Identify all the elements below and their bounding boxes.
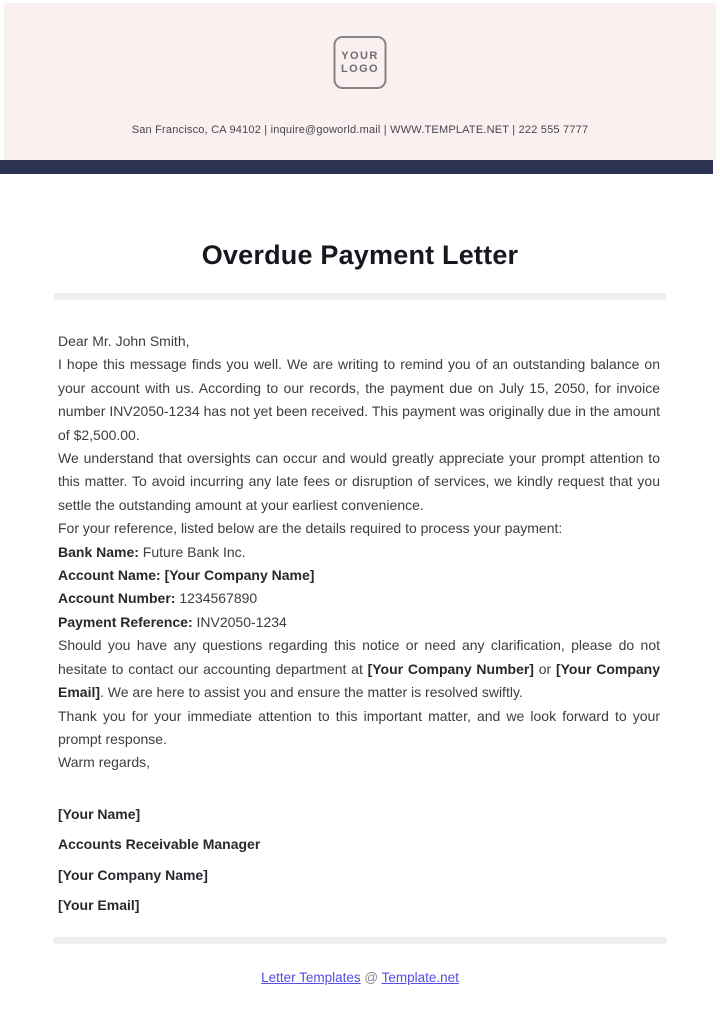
contact-text-2: or — [533, 660, 556, 677]
detail-label: Account Number: — [58, 590, 176, 607]
detail-label: Bank Name: — [58, 543, 139, 560]
contact-info: San Francisco, CA 94102 | inquire@goworld.mail | WWW.TEMPLATE.NET | 222 555 7777 — [131, 124, 589, 136]
payment-detail-bank-name — [58, 541, 660, 564]
signature-name: [Your Name] — [58, 805, 141, 822]
salutation: Dear Mr. John Smith, — [58, 333, 190, 349]
document-main — [0, 238, 720, 985]
letter-templates-link[interactable]: Letter Templates — [261, 970, 361, 986]
footer-separator: @ — [360, 970, 382, 986]
detail-label: Payment Reference: — [58, 613, 193, 630]
payment-detail-account-number — [58, 587, 660, 610]
payment-detail-payment-reference — [58, 611, 660, 634]
footer-divider — [53, 937, 667, 944]
logo-placeholder — [334, 36, 387, 89]
signature-email: [Your Email] — [58, 896, 140, 913]
logo-text-line1: YOUR — [341, 49, 379, 62]
reference-intro: For your reference, listed below are the details required to process your payment: — [58, 520, 563, 537]
payment-detail-account-name — [58, 564, 660, 587]
letterhead — [4, 3, 716, 160]
paragraph-understanding: We understand that oversights can occur and would greatly appreciate your prompt attention to this matter. To avoid incurring any late fees or disruption of services, we kindly request that you settle the outstanding amount at your earliest convenience. — [58, 450, 660, 513]
detail-value: [Your Company Name] — [160, 567, 315, 584]
template-net-link[interactable]: Template.net — [381, 970, 459, 986]
signature-role: Accounts Receivable Manager — [58, 836, 261, 853]
paragraph-intro: I hope this message finds you well. We are writing to remind you of an outstanding balance on your account with us. According to our records, the payment due on July 15, 2050, for invoice number INV2050-1234 has not yet been received. This payment was originally due in the amount of $2,500.00. — [58, 356, 660, 443]
detail-label: Account Name: — [58, 567, 161, 584]
footer — [0, 970, 720, 985]
logo-text-line2: LOGO — [341, 62, 379, 75]
page-title: Overdue Payment Letter — [201, 240, 519, 270]
paragraph-contact — [58, 634, 660, 704]
detail-value: 1234567890 — [175, 590, 258, 607]
company-email-placeholder: [Your Company Email] — [58, 660, 660, 701]
detail-value: Future Bank Inc. — [138, 543, 246, 560]
contact-text-1: Should you have any questions regarding this notice or need any clarification, please do not hesitate to contact our accounting department at — [58, 637, 660, 677]
signature-block — [58, 803, 660, 918]
detail-value: INV2050-1234 — [192, 613, 287, 630]
paragraph-thanks: Thank you for your immediate attention to this important matter, and we look forward to your prompt response. — [58, 707, 660, 747]
title-divider — [53, 293, 667, 300]
closing: Warm regards, — [58, 754, 151, 771]
signature-company: [Your Company Name] — [58, 866, 208, 883]
company-number-placeholder: [Your Company Number] — [367, 660, 534, 677]
letter-body — [58, 330, 660, 917]
contact-text-3: . We are here to assist you and ensure the matter is resolved swiftly. — [100, 684, 523, 701]
accent-bar — [0, 160, 713, 174]
